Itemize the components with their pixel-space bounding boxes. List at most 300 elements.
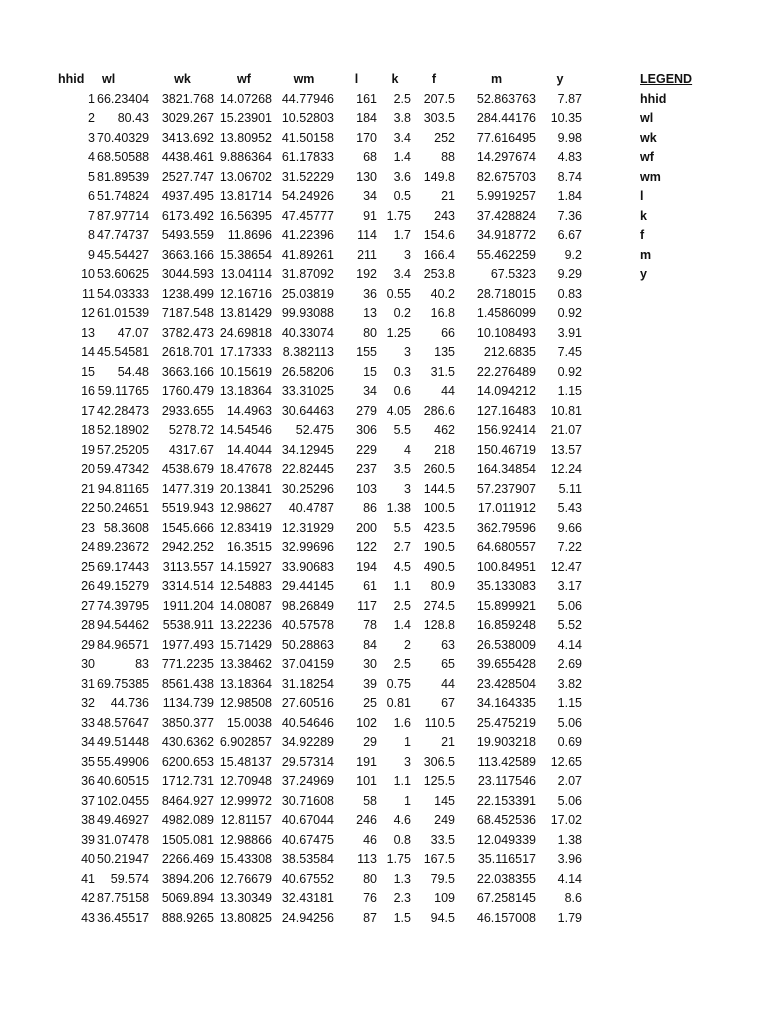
cell-k: 4 <box>404 442 411 457</box>
cell-wk: 3821.768 <box>161 91 214 106</box>
cell-wl: 54.03333 <box>97 286 150 301</box>
cell-wf: 16.3515 <box>226 540 272 554</box>
cell-f: 166.4 <box>423 247 455 262</box>
cell-wf: 13.80825 <box>219 910 272 925</box>
cell-f: 154.6 <box>423 228 455 242</box>
cell-m: 67.5323 <box>490 267 536 281</box>
cell-k: 2.7 <box>393 540 411 554</box>
table-row <box>58 265 583 285</box>
cell-hhid: 34 <box>81 735 95 749</box>
cell-y: 7.87 <box>557 91 582 106</box>
cell-wk: 3663.166 <box>161 247 214 262</box>
cell-f: 286.6 <box>423 403 455 418</box>
table-row <box>58 538 583 558</box>
cell-wk: 3413.692 <box>161 130 214 145</box>
table-row <box>58 597 583 617</box>
cell-wk: 7187.548 <box>161 306 214 320</box>
cell-f: 88 <box>441 150 455 164</box>
legend-item-y: y <box>640 267 647 281</box>
cell-wl: 49.51448 <box>97 735 150 749</box>
cell-l: 61 <box>363 579 377 593</box>
cell-hhid: 27 <box>81 598 95 613</box>
cell-m: 19.903218 <box>476 735 536 749</box>
cell-wk: 5493.559 <box>161 228 214 242</box>
cell-k: 2.5 <box>393 91 411 106</box>
cell-m: 284.44176 <box>476 111 536 125</box>
cell-y: 10.35 <box>550 111 582 125</box>
cell-y: 9.2 <box>564 247 582 262</box>
cell-f: 207.5 <box>423 91 455 106</box>
cell-wm: 29.57314 <box>281 754 334 769</box>
cell-l: 200 <box>356 520 377 535</box>
cell-k: 2.5 <box>393 657 411 671</box>
cell-wf: 13.06702 <box>219 169 272 184</box>
cell-wk: 3894.206 <box>161 871 214 886</box>
cell-k: 1.6 <box>393 715 411 730</box>
cell-wm: 33.90683 <box>281 559 334 574</box>
cell-wm: 37.24969 <box>281 774 334 788</box>
cell-m: 57.237907 <box>476 481 536 496</box>
cell-k: 1.3 <box>393 871 411 886</box>
legend-item-l: l <box>640 189 644 203</box>
cell-wl: 47.74737 <box>97 228 150 242</box>
cell-hhid: 29 <box>81 637 95 652</box>
legend-item-wf: wf <box>640 150 654 164</box>
cell-wf: 13.80952 <box>219 130 272 145</box>
cell-wm: 40.33074 <box>281 325 334 340</box>
cell-l: 15 <box>363 364 377 379</box>
legend-items <box>640 90 692 281</box>
cell-wf: 15.0038 <box>226 715 272 730</box>
column-header-wm: wm <box>293 72 315 86</box>
cell-wl: 45.54427 <box>97 247 150 262</box>
cell-wm: 40.67475 <box>281 832 334 847</box>
table-row <box>58 226 583 246</box>
cell-k: 0.81 <box>386 696 411 710</box>
cell-l: 87 <box>363 910 377 925</box>
cell-wl: 50.24651 <box>97 501 150 515</box>
cell-wf: 20.13841 <box>219 481 272 496</box>
cell-k: 1.1 <box>393 774 411 788</box>
cell-k: 3.6 <box>393 169 411 184</box>
cell-f: 135 <box>434 345 455 359</box>
cell-wf: 18.47678 <box>219 462 272 476</box>
cell-m: 22.153391 <box>476 793 536 808</box>
cell-wf: 9.886364 <box>219 150 272 164</box>
cell-l: 91 <box>363 208 377 223</box>
cell-l: 101 <box>356 774 377 788</box>
cell-y: 5.06 <box>557 715 582 730</box>
cell-wf: 14.4044 <box>226 442 272 457</box>
cell-m: 14.094212 <box>476 384 536 398</box>
cell-k: 4.6 <box>393 813 411 827</box>
cell-wl: 87.75158 <box>97 891 150 905</box>
cell-m: 35.133083 <box>476 579 536 593</box>
cell-wm: 41.22396 <box>281 228 334 242</box>
table-row <box>58 499 583 519</box>
cell-l: 161 <box>356 91 377 106</box>
cell-hhid: 17 <box>81 403 95 418</box>
cell-f: 243 <box>434 208 455 223</box>
table-row <box>58 772 583 792</box>
cell-wm: 61.17833 <box>281 150 334 164</box>
cell-l: 34 <box>363 384 377 398</box>
cell-f: 490.5 <box>423 559 455 574</box>
cell-wf: 6.902857 <box>219 735 272 749</box>
column-header-wk: wk <box>174 72 191 86</box>
cell-wl: 40.60515 <box>97 774 150 788</box>
cell-y: 2.69 <box>557 657 582 671</box>
cell-wl: 69.75385 <box>97 676 150 691</box>
cell-k: 3 <box>404 754 411 769</box>
cell-y: 3.96 <box>557 852 582 866</box>
cell-y: 7.36 <box>557 208 582 223</box>
cell-hhid: 19 <box>81 442 95 457</box>
cell-wm: 41.50158 <box>281 130 334 145</box>
cell-y: 2.07 <box>557 774 582 788</box>
cell-l: 34 <box>363 189 377 203</box>
cell-k: 0.3 <box>393 364 411 379</box>
cell-hhid: 42 <box>81 891 95 905</box>
cell-f: 260.5 <box>423 462 455 476</box>
cell-l: 306 <box>356 423 377 437</box>
cell-f: 40.2 <box>430 286 455 301</box>
cell-f: 16.8 <box>430 306 455 320</box>
cell-y: 9.98 <box>557 130 582 145</box>
cell-wf: 13.18364 <box>219 384 272 398</box>
cell-f: 252 <box>434 130 455 145</box>
cell-hhid: 35 <box>81 754 95 769</box>
cell-wm: 32.43181 <box>281 891 334 905</box>
legend-item-wl: wl <box>640 111 654 125</box>
cell-wk: 6200.653 <box>161 754 214 769</box>
cell-y: 1.15 <box>557 384 582 398</box>
cell-y: 5.06 <box>557 793 582 808</box>
cell-hhid: 20 <box>81 462 95 476</box>
cell-l: 279 <box>356 403 377 418</box>
cell-y: 21.07 <box>550 423 582 437</box>
cell-f: 303.5 <box>423 111 455 125</box>
cell-wf: 12.98627 <box>219 501 272 515</box>
cell-f: 125.5 <box>423 774 455 788</box>
cell-l: 25 <box>363 696 377 710</box>
cell-wf: 12.81157 <box>220 813 272 827</box>
cell-k: 0.5 <box>393 189 411 203</box>
cell-f: 66 <box>441 325 455 340</box>
cell-wk: 1134.739 <box>162 696 214 710</box>
table-row <box>58 694 583 714</box>
table-row <box>58 421 583 441</box>
cell-hhid: 23 <box>81 520 95 535</box>
cell-wk: 2933.655 <box>161 403 214 418</box>
cell-f: 33.5 <box>430 832 455 847</box>
table-row <box>58 441 583 461</box>
cell-hhid: 7 <box>88 208 95 223</box>
cell-wm: 10.52803 <box>281 111 334 125</box>
table-row <box>58 811 583 831</box>
cell-m: 23.428504 <box>476 676 536 691</box>
cell-hhid: 15 <box>81 364 95 379</box>
cell-m: 17.011912 <box>477 501 536 515</box>
cell-wm: 33.31025 <box>281 384 334 398</box>
table-row <box>58 304 583 324</box>
cell-m: 127.16483 <box>476 403 536 418</box>
cell-k: 0.2 <box>393 306 411 320</box>
cell-k: 5.5 <box>393 520 411 535</box>
cell-m: 113.42589 <box>477 754 536 769</box>
cell-wl: 54.48 <box>117 364 149 379</box>
cell-f: 462 <box>434 423 455 437</box>
cell-f: 128.8 <box>423 618 455 632</box>
cell-hhid: 21 <box>81 481 95 496</box>
cell-wm: 52.475 <box>295 423 334 437</box>
cell-k: 3 <box>404 345 411 359</box>
cell-wl: 59.47342 <box>97 462 150 476</box>
table-row <box>58 675 583 695</box>
cell-m: 23.117546 <box>477 774 536 788</box>
cell-wl: 68.50588 <box>97 150 150 164</box>
cell-y: 0.69 <box>557 735 582 749</box>
cell-k: 2 <box>404 637 411 652</box>
cell-wl: 69.17443 <box>97 559 150 574</box>
cell-wl: 87.97714 <box>97 208 150 223</box>
cell-hhid: 28 <box>81 618 95 632</box>
cell-y: 5.52 <box>557 618 582 632</box>
cell-wl: 44.736 <box>110 696 149 710</box>
cell-l: 211 <box>357 247 377 262</box>
cell-wk: 4438.461 <box>161 150 214 164</box>
table-row <box>58 363 583 383</box>
cell-y: 10.81 <box>550 403 582 418</box>
cell-l: 114 <box>357 228 377 242</box>
cell-wf: 14.4963 <box>226 403 272 418</box>
cell-wk: 771.2235 <box>161 657 214 671</box>
cell-f: 80.9 <box>430 579 455 593</box>
cell-wf: 12.98866 <box>219 832 272 847</box>
table-row <box>58 148 583 168</box>
cell-k: 1.4 <box>393 618 411 632</box>
cell-wm: 40.57578 <box>281 618 334 632</box>
cell-wm: 34.12945 <box>281 442 334 457</box>
cell-wk: 8464.927 <box>161 793 214 808</box>
cell-wf: 12.76679 <box>219 871 272 886</box>
cell-wk: 4317.67 <box>168 442 214 457</box>
cell-wm: 24.94256 <box>281 910 334 925</box>
cell-wf: 11.8696 <box>227 228 272 242</box>
cell-wm: 8.382113 <box>282 345 334 359</box>
table-row <box>58 558 583 578</box>
cell-y: 12.47 <box>550 559 582 574</box>
cell-m: 15.899921 <box>476 598 536 613</box>
cell-wk: 1545.666 <box>161 520 214 535</box>
cell-l: 102 <box>356 715 377 730</box>
cell-wl: 70.40329 <box>97 130 150 145</box>
cell-hhid: 12 <box>81 306 95 320</box>
cell-wm: 99.93088 <box>281 306 334 320</box>
cell-k: 0.55 <box>386 286 411 301</box>
cell-wm: 54.24926 <box>281 189 334 203</box>
cell-hhid: 38 <box>81 813 95 827</box>
cell-wm: 27.60516 <box>281 696 334 710</box>
legend-item-wm: wm <box>640 169 661 184</box>
cell-l: 78 <box>363 618 377 632</box>
cell-f: 274.5 <box>423 598 455 613</box>
cell-f: 249 <box>434 813 455 827</box>
cell-wm: 25.03819 <box>281 286 334 301</box>
cell-hhid: 31 <box>81 676 95 691</box>
cell-y: 0.83 <box>557 286 582 301</box>
cell-wf: 13.81429 <box>219 306 272 320</box>
cell-l: 58 <box>363 793 377 808</box>
cell-wf: 12.83419 <box>219 520 272 535</box>
cell-wl: 89.23672 <box>97 540 150 554</box>
cell-y: 1.15 <box>557 696 582 710</box>
cell-wf: 12.70948 <box>219 774 272 788</box>
cell-y: 1.38 <box>557 832 582 847</box>
cell-hhid: 36 <box>81 774 95 788</box>
cell-wl: 81.89539 <box>97 169 150 184</box>
cell-m: 26.538009 <box>476 637 536 652</box>
cell-f: 167.5 <box>423 852 455 866</box>
cell-m: 55.462259 <box>476 247 536 262</box>
cell-wl: 61.01539 <box>97 306 150 320</box>
cell-wm: 41.89261 <box>281 247 334 262</box>
cell-m: 1.4586099 <box>476 306 536 320</box>
cell-f: 44 <box>441 676 455 691</box>
cell-wm: 34.92289 <box>281 735 334 749</box>
cell-wl: 51.74824 <box>97 189 150 203</box>
cell-m: 156.92414 <box>476 423 536 437</box>
cell-wl: 66.23404 <box>97 91 150 106</box>
cell-f: 144.5 <box>423 481 455 496</box>
cell-m: 100.84951 <box>476 559 536 574</box>
cell-wf: 24.69818 <box>219 325 272 340</box>
cell-m: 164.34854 <box>476 462 536 476</box>
cell-wl: 45.54581 <box>97 345 150 359</box>
table-row <box>58 792 583 812</box>
table-row <box>58 850 583 870</box>
cell-l: 39 <box>363 676 377 691</box>
table-row <box>58 733 583 753</box>
table-row <box>58 831 583 851</box>
cell-wm: 31.18254 <box>281 676 334 691</box>
cell-m: 34.918772 <box>476 228 536 242</box>
column-header-wl: wl <box>102 72 116 86</box>
data-table <box>58 70 583 928</box>
cell-hhid: 40 <box>81 852 95 866</box>
cell-wk: 3850.377 <box>161 715 214 730</box>
cell-m: 82.675703 <box>476 169 536 184</box>
table-row <box>58 129 583 149</box>
cell-l: 46 <box>363 832 377 847</box>
cell-hhid: 1 <box>88 91 95 106</box>
cell-wl: 59.11765 <box>97 384 149 398</box>
cell-m: 34.164335 <box>476 696 536 710</box>
column-header-wf: wf <box>237 72 251 86</box>
cell-wk: 430.6362 <box>161 735 214 749</box>
cell-wf: 14.54546 <box>219 423 272 437</box>
cell-l: 30 <box>363 657 377 671</box>
cell-wl: 83 <box>135 657 149 671</box>
cell-wl: 49.15279 <box>97 579 150 593</box>
cell-l: 246 <box>356 813 377 827</box>
cell-wl: 47.07 <box>117 325 149 340</box>
cell-hhid: 5 <box>88 169 95 184</box>
table-row <box>58 616 583 636</box>
cell-wk: 5069.894 <box>161 891 214 905</box>
cell-wl: 84.96571 <box>97 637 150 652</box>
cell-f: 218 <box>434 442 455 457</box>
cell-k: 1.4 <box>393 150 411 164</box>
table-row <box>58 246 583 266</box>
cell-hhid: 39 <box>81 832 95 847</box>
cell-k: 1.38 <box>386 501 411 515</box>
cell-m: 10.108493 <box>476 325 536 340</box>
cell-y: 17.02 <box>550 813 582 827</box>
cell-wm: 40.4787 <box>288 501 334 515</box>
cell-y: 9.29 <box>557 267 582 281</box>
cell-wf: 12.98508 <box>219 696 272 710</box>
cell-hhid: 4 <box>88 150 95 164</box>
cell-y: 4.14 <box>557 871 582 886</box>
cell-hhid: 33 <box>81 715 95 730</box>
cell-f: 190.5 <box>423 540 455 554</box>
legend-item-m: m <box>640 247 652 262</box>
cell-y: 0.92 <box>557 364 582 379</box>
cell-wf: 13.30349 <box>219 891 272 905</box>
cell-wk: 3044.593 <box>161 267 214 281</box>
cell-f: 110.5 <box>424 715 455 730</box>
cell-hhid: 11 <box>82 286 95 301</box>
cell-f: 109 <box>434 891 455 905</box>
cell-l: 86 <box>363 501 377 515</box>
cell-m: 39.655428 <box>476 657 536 671</box>
cell-wl: 58.3608 <box>103 520 149 535</box>
cell-wm: 12.31929 <box>281 520 334 535</box>
cell-wf: 14.07268 <box>219 91 272 106</box>
cell-hhid: 3 <box>88 130 95 145</box>
table-row <box>58 636 583 656</box>
table-row <box>58 109 583 129</box>
table-row <box>58 207 583 227</box>
cell-f: 21 <box>441 735 455 749</box>
table-row <box>58 324 583 344</box>
cell-f: 63 <box>441 637 455 652</box>
cell-wm: 40.67044 <box>281 813 334 827</box>
cell-m: 16.859248 <box>476 618 536 632</box>
cell-wm: 37.04159 <box>281 657 334 671</box>
cell-hhid: 41 <box>81 871 95 886</box>
cell-m: 67.258145 <box>476 891 536 905</box>
cell-m: 77.616495 <box>476 130 536 145</box>
cell-wk: 2942.252 <box>161 540 214 554</box>
cell-k: 0.8 <box>393 832 411 847</box>
cell-wl: 42.28473 <box>97 403 150 418</box>
cell-wm: 29.44145 <box>281 579 334 593</box>
cell-wk: 2618.701 <box>161 345 214 359</box>
cell-l: 68 <box>363 150 377 164</box>
cell-f: 65 <box>441 657 455 671</box>
cell-f: 44 <box>441 384 455 398</box>
legend-item-wk: wk <box>640 130 657 145</box>
table-row <box>58 168 583 188</box>
cell-wk: 1760.479 <box>161 384 214 398</box>
table-row <box>58 480 583 500</box>
cell-k: 3.5 <box>393 462 411 476</box>
cell-wk: 4937.495 <box>161 189 214 203</box>
cell-hhid: 30 <box>81 657 95 671</box>
cell-m: 212.6835 <box>483 345 536 359</box>
